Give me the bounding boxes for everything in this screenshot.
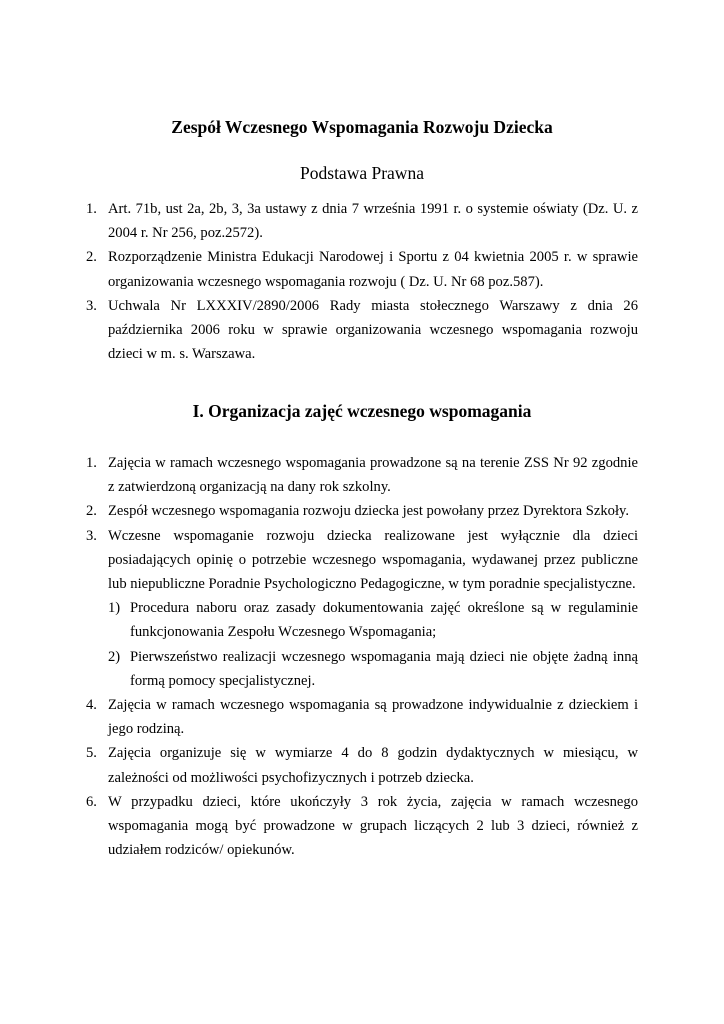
sub-list-item bbox=[108, 645, 638, 693]
list-item-text: Zajęcia w ramach wczesnego wspomagania prowadzone są na terenie ZSS Nr 92 zgodnie z zatwierdzoną organizacją na dany rok szkolny. bbox=[108, 455, 638, 496]
legal-basis-heading: Podstawa Prawna bbox=[300, 163, 424, 183]
list-item bbox=[0, 197, 638, 245]
list-number: 1. bbox=[86, 455, 97, 471]
list-item bbox=[0, 693, 638, 741]
list-item bbox=[0, 499, 638, 523]
document-title: Zespół Wczesnego Wspomagania Rozwoju Dziecka bbox=[171, 117, 553, 137]
list-item-text: Rozporządzenie Ministra Edukacji Narodowej i Sportu z 04 kwietnia 2005 r. w sprawie organizowania wczesnego wspomagania rozwoju ( Dz. U. Nr 68 poz.587). bbox=[108, 249, 638, 290]
list-number: 6. bbox=[86, 793, 97, 810]
sub-list-item-text: Pierwszeństwo realizacji wczesnego wspomagania mają dzieci nie objęte żadną inną formą pomocy specjalistycznej. bbox=[130, 648, 638, 689]
sub-list-item bbox=[108, 596, 638, 644]
sub-list-item-text: Procedura naboru oraz zasady dokumentowania zajęć określone są w regulaminie funkcjonowania Zespołu Wczesnego Wspomagania; bbox=[130, 600, 638, 641]
list-item-text: W przypadku dzieci, które ukończyły 3 rok życia, zajęcia w ramach wczesnego wspomagania mogą być prowadzone w grupach liczących 2 lub 3 dzieci, również z udziałem rodziców/ opiekunów. bbox=[108, 793, 638, 859]
list-number: 2. bbox=[86, 249, 97, 266]
list-item bbox=[0, 524, 638, 693]
list-item-text: Zajęcia w ramach wczesnego wspomagania są prowadzone indywidualnie z dzieckiem i jego rodziną. bbox=[108, 697, 638, 738]
list-item bbox=[0, 294, 638, 367]
list-item-text: Art. 71b, ust 2a, 2b, 3, 3a ustawy z dnia 7 września 1991 r. o systemie oświaty (Dz. U. z 2004 r. Nr 256, poz.2572). bbox=[108, 201, 638, 242]
list-item-text: Zajęcia organizuje się w wymiarze 4 do 8 godzin dydaktycznych w miesiącu, w zależności od możliwości psychofizycznych i potrzeb dziecka. bbox=[108, 745, 638, 786]
list-number: 1. bbox=[86, 201, 97, 217]
list-item-text: Zespół wczesnego wspomagania rozwoju dziecka jest powołany przez Dyrektora Szkoły. bbox=[108, 503, 630, 520]
list-number: 2. bbox=[86, 503, 97, 520]
list-item bbox=[0, 741, 638, 789]
list-item bbox=[0, 451, 638, 499]
sub-list-number: 1) bbox=[108, 600, 121, 617]
list-number: 3. bbox=[86, 527, 97, 544]
section-heading: I. Organizacja zajęć wczesnego wspomagania bbox=[192, 401, 532, 421]
list-item bbox=[0, 790, 638, 863]
legal-basis-list bbox=[0, 197, 638, 366]
list-number: 5. bbox=[86, 745, 97, 762]
list-item bbox=[0, 245, 638, 293]
list-item-text: Uchwala Nr LXXXIV/2890/2006 Rady miasta stołecznego Warszawy z dnia 26 października 2006 roku w sprawie organizowania wczesnego wspomagania rozwoju dzieci w m. s. Warszawa. bbox=[108, 297, 638, 363]
sub-list bbox=[108, 596, 638, 693]
list-number: 3. bbox=[86, 297, 97, 314]
sub-list-number: 2) bbox=[108, 648, 121, 665]
list-number: 4. bbox=[86, 697, 97, 714]
organization-list bbox=[0, 451, 638, 862]
list-item-text: Wczesne wspomaganie rozwoju dziecka realizowane jest wyłącznie dla dzieci posiadających opinię o potrzebie wczesnego wspomagania, wydawanej przez publiczne lub niepubliczne Poradnie Psychologiczno Pedagogiczne, w tym poradnie specjalistyczne. bbox=[108, 527, 638, 593]
